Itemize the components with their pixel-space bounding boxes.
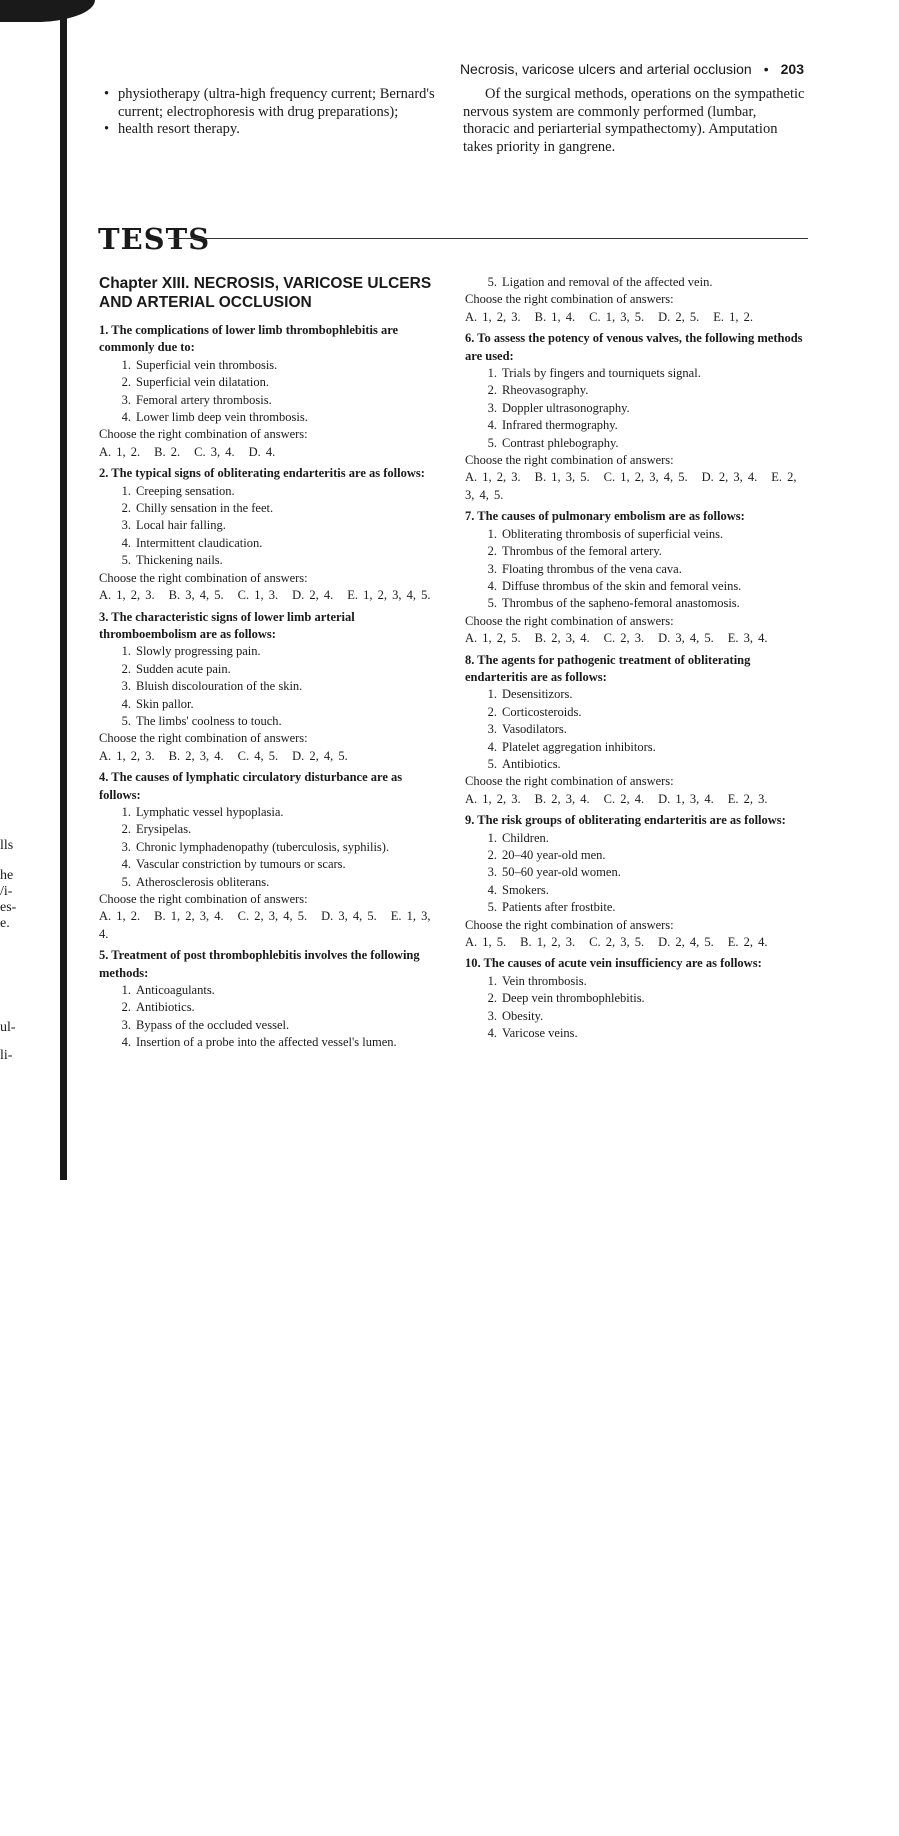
option-text: Platelet aggregation inhibitors. (502, 739, 656, 754)
answer-option (465, 382, 807, 399)
option-number: 5. (487, 275, 497, 289)
answer-option (465, 847, 807, 864)
top-right-paragraph: Of the surgical methods, operations on the sympathetic nervous system are commonly performed (lumbar, thoracic and periarterial sympathectomy). Amputation takes priority in gangrene. (463, 86, 805, 155)
option-number: 2. (487, 991, 497, 1006)
question-title: 10. The causes of acute vein insufficiency are as follows: (465, 956, 762, 971)
option-text: Antibiotics. (136, 1000, 195, 1015)
answer-option (99, 1017, 444, 1034)
answer-choice: B. 2, 3, 4. (534, 631, 590, 646)
answer-option (99, 982, 444, 999)
answer-choice: D. 3, 4, 5. (321, 909, 377, 924)
answer-choice: D. 1, 3, 4. (658, 791, 714, 806)
option-text: Infrared thermography. (502, 418, 618, 433)
answer-combinations (465, 309, 807, 326)
answer-option (465, 704, 807, 721)
answer-choice: D. 2, 4, 5. (658, 935, 714, 950)
answer-choice: A. 1, 2. (99, 444, 141, 459)
answer-option (99, 874, 444, 891)
answer-combinations (465, 630, 807, 647)
answer-option (465, 973, 807, 990)
answer-option (99, 517, 444, 534)
answer-combinations (99, 444, 444, 461)
option-number: 4. (487, 882, 497, 897)
answer-choice: D. 2, 5. (658, 309, 700, 324)
option-text: Anticoagulants. (136, 983, 215, 998)
option-text: Thrombus of the femoral artery. (502, 544, 662, 559)
option-text: Floating thrombus of the vena cava. (502, 561, 682, 576)
question-block (465, 508, 807, 647)
answer-choice: C. 2, 3. (603, 631, 645, 646)
answer-choice: C. 4, 5. (237, 748, 279, 763)
option-number: 1. (121, 644, 131, 659)
option-text: Diffuse thrombus of the skin and femoral veins. (502, 578, 742, 593)
option-text: Insertion of a probe into the affected vessel's lumen. (136, 1035, 397, 1050)
choose-instruction: Choose the right combination of answers: (465, 292, 674, 307)
left-column (99, 274, 444, 1052)
answer-choice: D. 4. (248, 444, 276, 459)
answer-choice: C. 2, 3, 5. (589, 935, 645, 950)
answer-option (465, 274, 807, 291)
option-number: 2. (487, 848, 497, 862)
top-left-list (100, 86, 445, 139)
option-text: Doppler ultrasonography. (502, 400, 630, 415)
choose-instruction: Choose the right combination of answers: (99, 570, 308, 585)
answer-option (465, 595, 807, 612)
answer-choice: A. 1, 5. (465, 935, 507, 950)
answer-option (465, 543, 807, 560)
answer-choice: B. 1, 3, 5. (534, 470, 590, 485)
answer-option (465, 830, 807, 847)
option-number: 1. (487, 366, 497, 381)
answer-choice: B. 2. (154, 444, 181, 459)
option-number: 4. (121, 535, 131, 550)
option-text: Ligation and removal of the affected vein. (502, 275, 713, 289)
answer-option (99, 500, 444, 517)
answer-choice: D. 2, 3, 4. (701, 470, 758, 485)
option-text: Intermittent claudication. (136, 535, 263, 550)
answer-option (99, 643, 444, 660)
answer-option (99, 713, 444, 730)
question-title: 2. The typical signs of obliterating endarteritis are as follows: (99, 466, 425, 481)
option-number: 4. (487, 418, 497, 433)
choose-instruction: Choose the right combination of answers: (99, 427, 308, 442)
answer-choice: D. 2, 4. (292, 588, 334, 603)
answer-option (99, 535, 444, 552)
question-title: 3. The characteristic signs of lower limb arterial thromboembolism are as follows: (99, 609, 355, 641)
edge-fragment: /i- (0, 884, 13, 899)
answer-option (99, 804, 444, 821)
answer-choice: A. 1, 2, 5. (465, 631, 521, 646)
option-number: 3. (121, 518, 131, 533)
question-title: 4. The causes of lymphatic circulatory disturbance are as follows: (99, 770, 403, 802)
answer-option (99, 374, 444, 391)
option-text: Thickening nails. (136, 553, 223, 568)
option-text: Lymphatic vessel hypoplasia. (136, 804, 284, 819)
edge-fragment: e. (0, 916, 10, 931)
tests-rule (168, 238, 808, 239)
answer-choice: C. 2, 3, 4, 5. (237, 909, 308, 924)
answer-option (465, 526, 807, 543)
option-number: 3. (487, 1008, 497, 1023)
answer-combinations (99, 587, 444, 604)
question-block (99, 609, 444, 766)
option-number: 1. (121, 983, 131, 998)
answer-option (465, 1008, 807, 1025)
answer-option (465, 739, 807, 756)
option-text: 20–40 year-old men. (502, 848, 606, 862)
left-question-list (99, 322, 444, 1052)
option-number: 2. (487, 544, 497, 559)
answer-option (465, 756, 807, 773)
option-text: Desensitizors. (502, 687, 573, 702)
option-text: 50–60 year-old women. (502, 865, 621, 880)
question-block (465, 955, 807, 1042)
option-text: Varicose veins. (502, 1026, 578, 1041)
option-number: 2. (121, 661, 131, 676)
option-number: 1. (487, 526, 497, 541)
answer-choice: C. 1, 3, 5. (589, 309, 645, 324)
option-number: 3. (121, 1017, 131, 1032)
option-text: Corticosteroids. (502, 704, 582, 719)
option-number: 3. (487, 561, 497, 576)
option-number: 5. (487, 435, 497, 450)
question-block (99, 465, 444, 604)
page-binding-edge (60, 0, 67, 1180)
list-item: • physiotherapy (ultra-high frequency current; Bernard's current; electrophoresis with drug preparations); (118, 86, 445, 121)
option-number: 2. (487, 383, 497, 398)
option-number: 5. (487, 596, 497, 611)
option-number: 4. (487, 739, 497, 754)
question-title: 8. The agents for pathogenic treatment of obliterating endarteritis are as follows: (465, 652, 751, 684)
answer-choice: B. 2, 3, 4. (168, 748, 224, 763)
answer-choice: B. 1, 2, 3. (520, 935, 576, 950)
option-number: 4. (121, 410, 131, 425)
choose-instruction: Choose the right combination of answers: (465, 774, 674, 789)
option-text: The limbs' coolness to touch. (136, 713, 282, 728)
answer-combinations (465, 791, 807, 808)
answer-combinations (465, 469, 807, 504)
question-block (99, 947, 444, 1051)
answer-choice: C. 3, 4. (194, 444, 235, 459)
answer-choice: A. 1, 2, 3. (465, 309, 521, 324)
list-item: • health resort therapy. (118, 121, 445, 139)
answer-option (99, 661, 444, 678)
option-text: Rheovasography. (502, 383, 589, 398)
page-number: 203 (780, 61, 804, 77)
answer-choice: B. 2, 3, 4. (534, 791, 590, 806)
choose-instruction: Choose the right combination of answers: (99, 892, 308, 906)
answer-choice: E. 2, 3. (727, 791, 768, 806)
option-text: Bluish discolouration of the skin. (136, 679, 303, 694)
option-text: Slowly progressing pain. (136, 644, 261, 659)
option-number: 1. (487, 687, 497, 702)
answer-option (465, 899, 807, 916)
answer-choice: B. 1, 4. (534, 309, 576, 324)
question-title: 5. Treatment of post thrombophlebitis involves the following methods: (99, 948, 420, 980)
answer-option (99, 839, 444, 856)
option-text: Chilly sensation in the feet. (136, 501, 274, 516)
option-text: Bypass of the occluded vessel. (136, 1017, 290, 1032)
option-text: Antibiotics. (502, 756, 561, 771)
answer-option (465, 882, 807, 899)
option-number: 5. (487, 756, 497, 771)
option-number: 2. (121, 375, 131, 390)
answer-choice: C. 1, 3. (237, 588, 279, 603)
chapter-title: Chapter XIII. NECROSIS, VARICOSE ULCERS AND ARTERIAL OCCLUSION (99, 275, 432, 311)
edge-fragment: li- (0, 1048, 13, 1063)
question-block (465, 274, 807, 326)
option-number: 2. (121, 822, 131, 837)
option-number: 1. (121, 357, 131, 372)
option-number: 3. (487, 865, 497, 880)
answer-combinations (99, 748, 444, 765)
answer-option (465, 578, 807, 595)
answer-option (99, 409, 444, 426)
option-number: 4. (121, 696, 131, 711)
answer-option (465, 561, 807, 578)
option-text: Erysipelas. (136, 822, 192, 837)
option-number: 2. (487, 704, 497, 719)
question-block (465, 330, 807, 504)
option-number: 5. (121, 553, 131, 568)
option-number: 1. (121, 804, 131, 819)
choose-instruction: Choose the right combination of answers: (99, 731, 308, 746)
question-title: 7. The causes of pulmonary embolism are as follows: (465, 509, 745, 524)
option-text: Children. (502, 830, 549, 845)
answer-choice: E. 2, 4. (727, 935, 768, 950)
question-title: 6. To assess the potency of venous valves, the following methods are used: (465, 331, 803, 363)
option-text: Vascular constriction by tumours or scars. (136, 857, 346, 872)
edge-fragment: es- (0, 900, 17, 915)
answer-option (465, 990, 807, 1007)
option-text: Femoral artery thrombosis. (136, 392, 272, 407)
answer-combinations (465, 934, 807, 951)
option-text: Sudden acute pain. (136, 661, 231, 676)
answer-option (99, 357, 444, 374)
option-text: Obesity. (502, 1008, 544, 1023)
option-number: 3. (121, 679, 131, 694)
option-number: 1. (121, 483, 131, 498)
option-number: 4. (487, 1026, 497, 1041)
option-text: Patients after frostbite. (502, 900, 616, 915)
question-block (465, 652, 807, 809)
running-header (400, 61, 804, 77)
option-text: Obliterating thrombosis of superficial veins. (502, 526, 724, 541)
option-number: 4. (121, 1035, 131, 1050)
answer-option (99, 678, 444, 695)
option-text: Chronic lymphadenopathy (tuberculosis, syphilis). (136, 839, 390, 854)
question-block (99, 769, 444, 943)
question-block (465, 812, 807, 951)
answer-choice: B. 1, 2, 3, 4. (154, 909, 224, 924)
answer-choice: E. 1, 3, 4. (99, 909, 431, 941)
edge-fragment: lls (0, 838, 14, 853)
choose-instruction: Choose the right combination of answers: (465, 917, 674, 932)
option-number: 5. (487, 900, 497, 915)
option-number: 1. (487, 973, 497, 988)
answer-option (465, 400, 807, 417)
answer-choice: C. 2, 4. (603, 791, 645, 806)
answer-option (465, 365, 807, 382)
tests-heading-block (98, 220, 808, 260)
answer-option (99, 483, 444, 500)
answer-option (465, 686, 807, 703)
answer-option (465, 864, 807, 881)
option-text: Lower limb deep vein thrombosis. (136, 410, 308, 425)
question-title: 9. The risk groups of obliterating endarteritis are as follows: (465, 813, 786, 828)
answer-choice: E. 2, 3, 4, 5. (465, 470, 797, 502)
answer-choice: A. 1, 2, 3. (465, 470, 521, 485)
answer-option (465, 417, 807, 434)
choose-instruction: Choose the right combination of answers: (465, 453, 674, 468)
option-number: 5. (121, 874, 131, 889)
answer-choice: B. 3, 4, 5. (168, 588, 224, 603)
option-text: Contrast phlebography. (502, 435, 619, 450)
option-number: 3. (487, 400, 497, 415)
answer-option (465, 1025, 807, 1042)
edge-fragment: ul- (0, 1020, 16, 1035)
answer-option (99, 1034, 444, 1051)
answer-choice: A. 1, 2, 3. (99, 588, 155, 603)
option-text: Trials by fingers and tourniquets signal. (502, 366, 701, 381)
answer-choice: E. 1, 2, 3, 4, 5. (347, 588, 431, 603)
option-number: 3. (487, 722, 497, 737)
header-bullet: • (763, 61, 769, 77)
option-number: 1. (487, 830, 497, 845)
option-text: Smokers. (502, 882, 549, 897)
answer-choice: D. 3, 4, 5. (658, 631, 714, 646)
answer-choice: A. 1, 2, 3. (99, 748, 155, 763)
answer-choice: E. 3, 4. (727, 631, 768, 646)
option-number: 2. (121, 501, 131, 516)
option-number: 4. (487, 578, 497, 593)
tests-heading: TESTS (98, 222, 211, 256)
question-title: 1. The complications of lower limb thrombophlebitis are commonly due to: (99, 323, 399, 355)
question-block (99, 322, 444, 461)
option-text: Superficial vein dilatation. (136, 375, 269, 390)
answer-option (99, 552, 444, 569)
running-title: Necrosis, varicose ulcers and arterial occlusion (459, 61, 752, 77)
answer-combinations (99, 908, 444, 943)
option-number: 4. (121, 857, 131, 872)
option-text: Superficial vein thrombosis. (136, 357, 278, 372)
answer-choice: A. 1, 2. (99, 909, 141, 924)
answer-option (465, 435, 807, 452)
option-number: 5. (121, 713, 131, 728)
answer-choice: D. 2, 4, 5. (292, 748, 348, 763)
answer-option (99, 821, 444, 838)
edge-fragment: he (0, 868, 14, 883)
option-number: 2. (121, 1000, 131, 1015)
answer-option (99, 696, 444, 713)
option-text: Vein thrombosis. (502, 973, 587, 988)
option-text: Thrombus of the sapheno-femoral anastomosis. (502, 596, 740, 611)
option-text: Atherosclerosis obliterans. (136, 874, 270, 889)
option-number: 3. (121, 392, 131, 407)
option-text: Deep vein thrombophlebitis. (502, 991, 645, 1006)
choose-instruction: Choose the right combination of answers: (465, 613, 674, 628)
answer-choice: A. 1, 2, 3. (465, 791, 521, 806)
option-number: 3. (121, 839, 131, 854)
answer-option (99, 392, 444, 409)
right-column (465, 274, 807, 1042)
answer-option (99, 999, 444, 1016)
option-text: Vasodilators. (502, 722, 567, 737)
answer-option (465, 721, 807, 738)
answer-option (99, 856, 444, 873)
answer-choice: E. 1, 2. (713, 309, 754, 324)
page-binding-corner (0, 0, 95, 22)
option-text: Creeping sensation. (136, 483, 235, 498)
answer-choice: C. 1, 2, 3, 4, 5. (603, 470, 688, 485)
option-text: Local hair falling. (136, 518, 226, 533)
right-question-list (465, 274, 807, 1042)
option-text: Skin pallor. (136, 696, 194, 711)
